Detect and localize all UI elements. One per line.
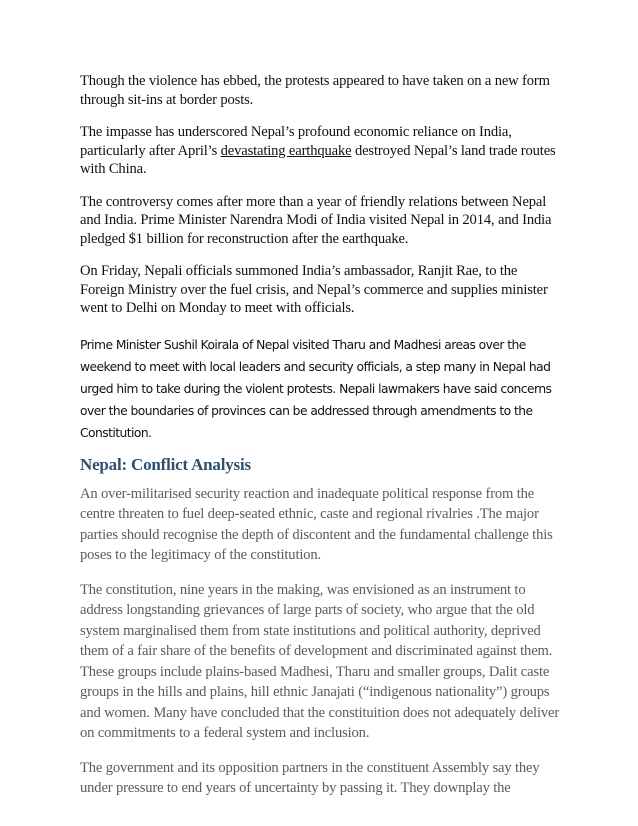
earthquake-link[interactable]: devastating earthquake — [220, 142, 352, 159]
paragraph-border-sit-ins: Though the violence has ebbed, the protests appeared to have taken on a new form through sit-ins at border posts. — [80, 73, 550, 108]
paragraph-friendly-relations: The controversy comes after more than a year of friendly relations between Nepal and India. Prime Minister Narendra Modi of India visited Nepal in 2014, and India pledged $1 billion for reconstruction after the earthquake. — [80, 193, 552, 247]
paragraph-economic-reliance — [80, 123, 562, 179]
paragraph-text: destroyed Nepal’s land trade routes with China. — [80, 142, 556, 177]
paragraph-text: The impasse has underscored Nepal’s profound economic reliance on India, particularly after April’s — [80, 124, 512, 159]
document-page — [80, 72, 562, 799]
paragraph-constitution: The constitution, nine years in the making, was envisioned as an instrument to address longstanding grievances of large parts of society, who argue that the old system marginalised them from state institutions and political authority, deprived them of a fair share of the benefits of development and discriminated against them. These groups include plains-based Madhesi, Tharu and smaller groups, Dalit caste groups in the hills and plains, hill ethnic Janajati (“indigenous nationality”) groups and women. Many have concluded that the constituition does not adequately deliver on commitments to a federal system and inclusion. — [80, 581, 560, 741]
paragraph-koirala-visit: Prime Minister Sushil Koirala of Nepal visited Tharu and Madhesi areas over the weekend to meet with local leaders and security officials, a step many in Nepal had urged him to take during the violent protests. Nepali lawmakers have said concerns over the boundaries of provinces can be addressed through amendments to the Constitution. — [80, 337, 552, 440]
section-heading: Nepal: Conflict Analysis — [80, 454, 251, 474]
paragraph-government-opposition: The government and its opposition partners in the constituent Assembly say they under pressure to end years of uncertainty by passing it. They downplay the — [80, 759, 540, 796]
paragraph-ambassador-summoned: On Friday, Nepali officials summoned India’s ambassador, Ranjit Rae, to the Foreign Ministry over the fuel crisis, and Nepal’s commerce and supplies minister went to Delhi on Monday to meet with officials. — [80, 263, 548, 316]
paragraph-security-reaction: An over-militarised security reaction and inadequate political response from the centre threaten to fuel deep-seated ethnic, caste and regional rivalries .The major parties should recognise the depth of discontent and the fundamental challenge this poses to the legitimacy of the constitution. — [80, 485, 553, 563]
